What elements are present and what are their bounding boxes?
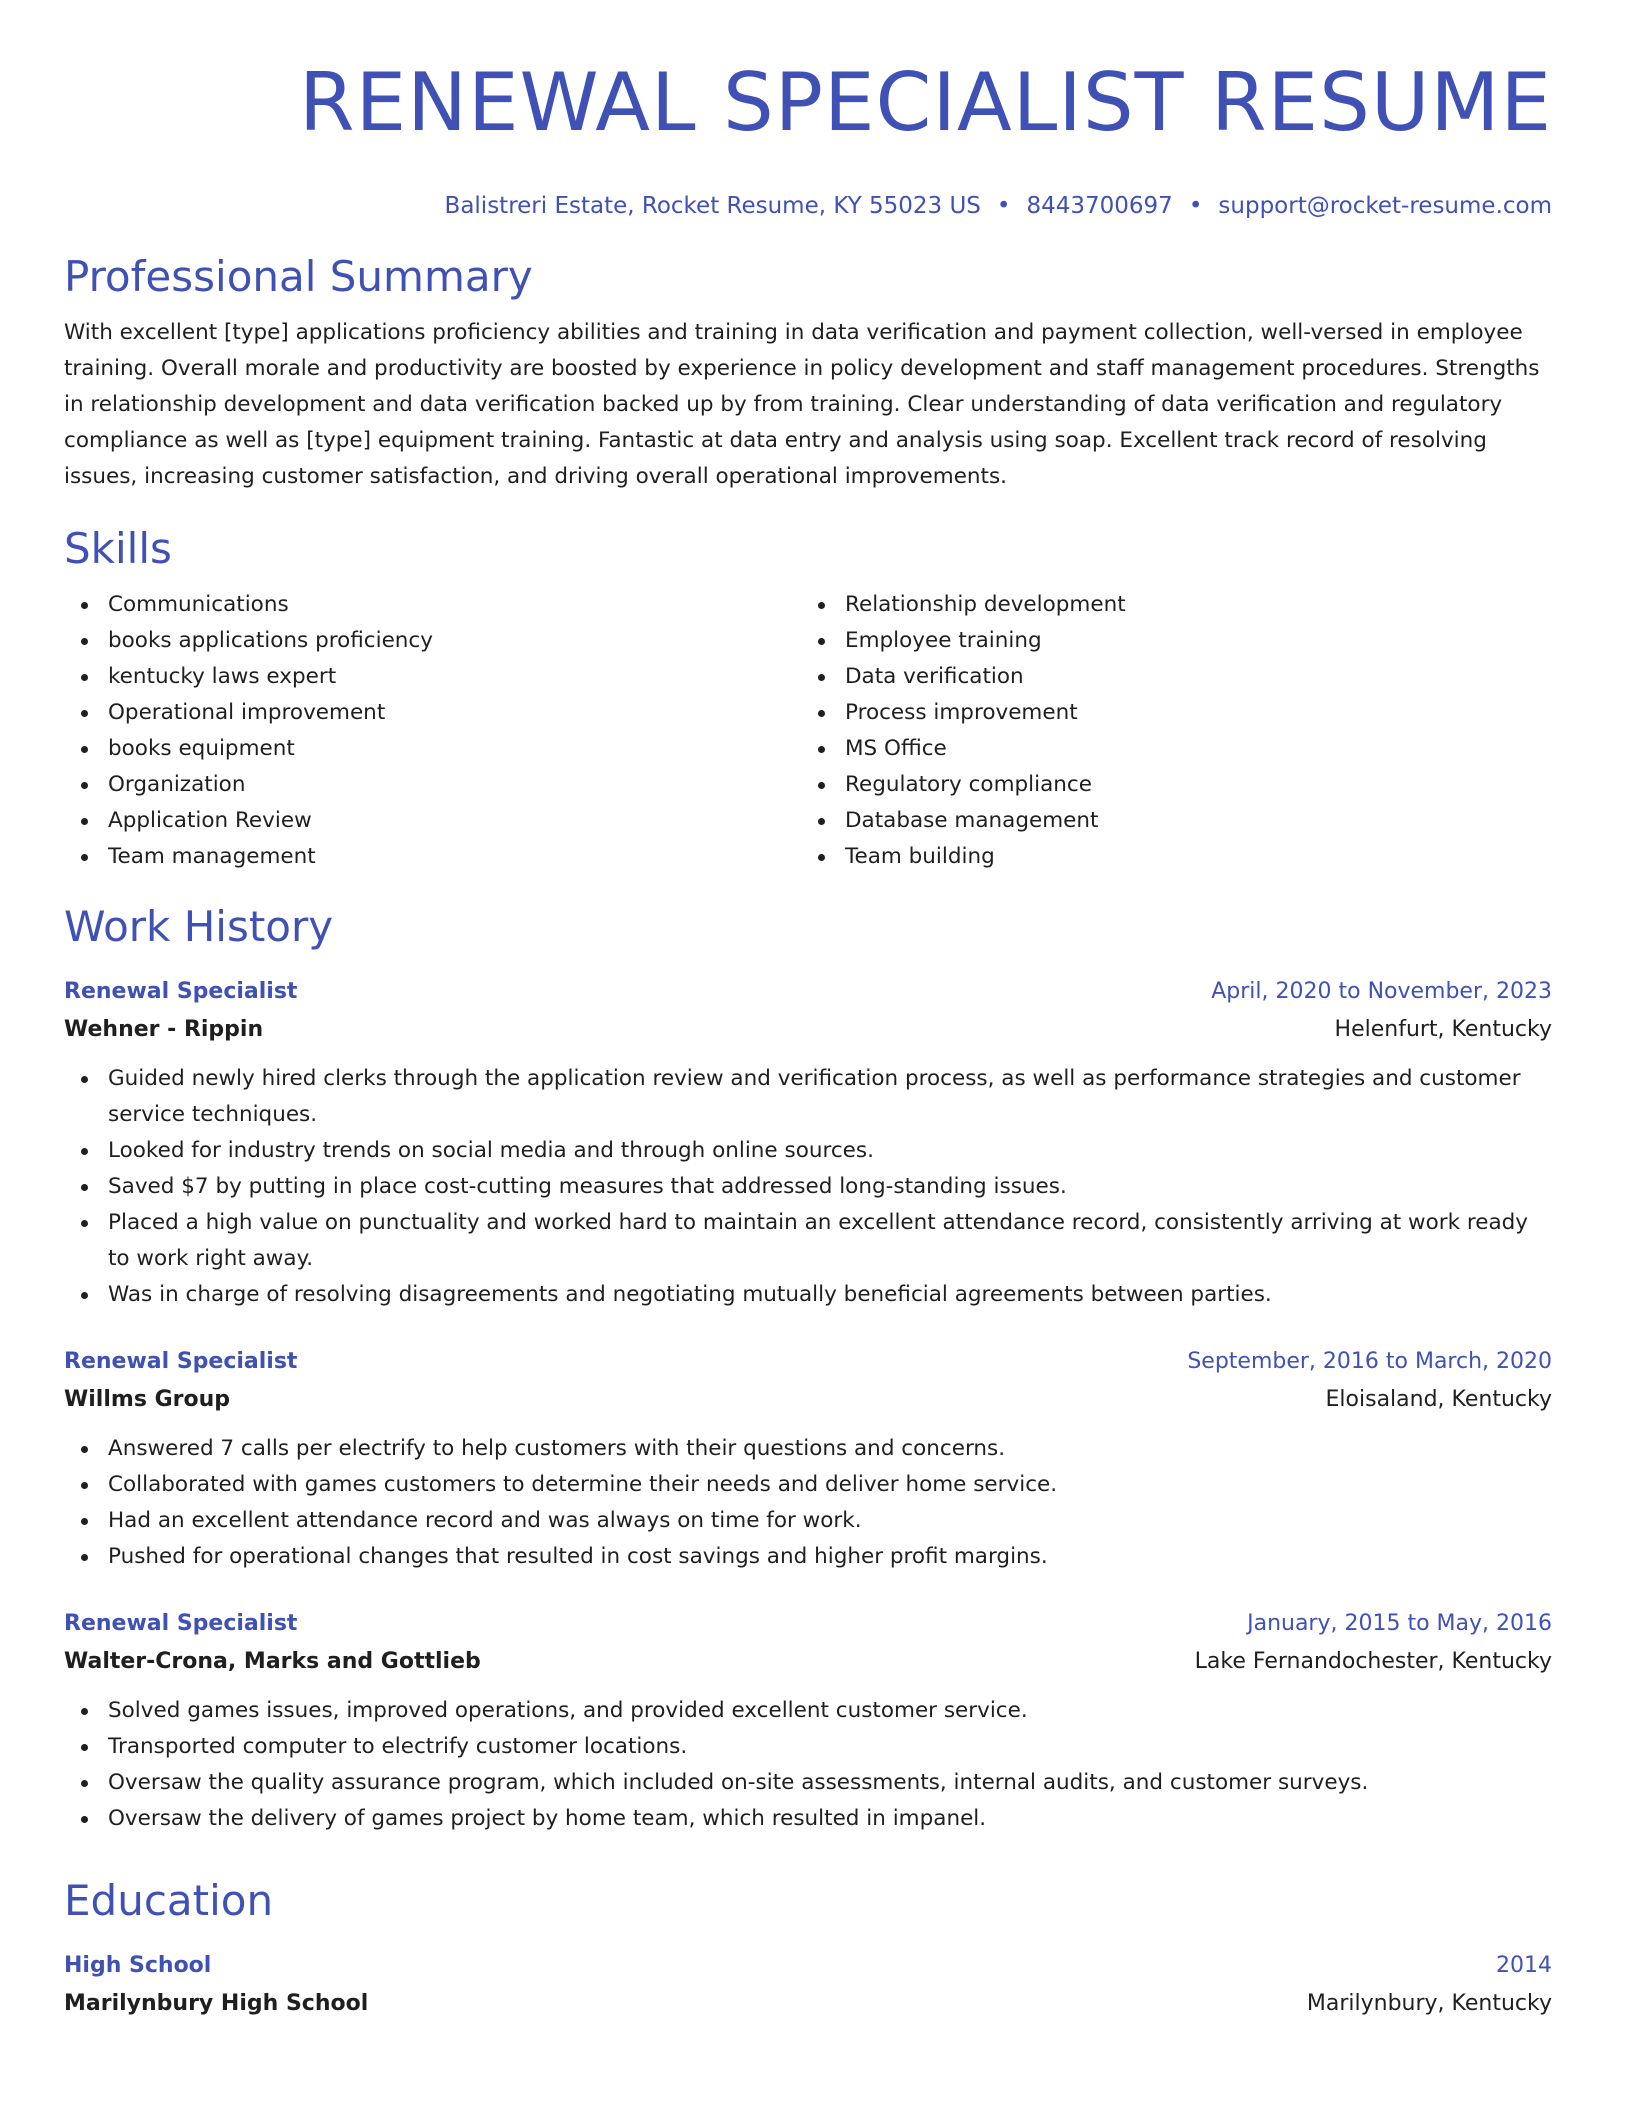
contact-separator: • bbox=[996, 193, 1011, 219]
education-header-row bbox=[64, 1947, 1552, 1985]
resume-title: RENEWAL SPECIALIST RESUME bbox=[298, 56, 1552, 149]
education-heading: Education bbox=[64, 1876, 274, 1925]
job-bullet: Oversaw the quality assurance program, which included on-site assessments, internal audits, and customer surveys. bbox=[108, 1765, 1552, 1801]
job-dates: September, 2016 to March, 2020 bbox=[1187, 1349, 1552, 1374]
job-title: Renewal Specialist bbox=[64, 1349, 298, 1374]
job-title: Renewal Specialist bbox=[64, 1611, 298, 1636]
work-history-heading: Work History bbox=[64, 902, 334, 951]
job-bullet: Saved $7 by putting in place cost-cutting measures that addressed long-standing issues. bbox=[108, 1169, 1552, 1205]
skill-item: Regulatory compliance bbox=[845, 767, 1538, 803]
job-company: Wehner - Rippin bbox=[64, 1017, 264, 1042]
job-dates: January, 2015 to May, 2016 bbox=[1247, 1611, 1552, 1636]
job-header-row bbox=[64, 1343, 1552, 1381]
contact-separator: • bbox=[1188, 193, 1203, 219]
skill-item: Application Review bbox=[108, 803, 801, 839]
skills-grid bbox=[64, 587, 1552, 875]
skills-heading: Skills bbox=[64, 524, 172, 573]
skill-item: Organization bbox=[108, 767, 801, 803]
skill-item: Relationship development bbox=[845, 587, 1538, 623]
job-dates: April, 2020 to November, 2023 bbox=[1211, 979, 1552, 1004]
skill-item: Process improvement bbox=[845, 695, 1538, 731]
job-company: Walter-Crona, Marks and Gottlieb bbox=[64, 1649, 481, 1674]
skill-item: Employee training bbox=[845, 623, 1538, 659]
job-location: Lake Fernandochester, Kentucky bbox=[1194, 1649, 1552, 1674]
contact-line bbox=[64, 191, 1552, 221]
job-header-row bbox=[64, 1605, 1552, 1643]
skill-item: books applications proficiency bbox=[108, 623, 801, 659]
summary-text: With excellent [type] applications proficiency abilities and training in data verification and payment collection, well-versed in employee training. Overall morale and productivity are boosted by experience in policy development and staff management procedures. Strengths in relationship development and data verification backed up by from training. Clear understanding of data verification and regulatory compliance as well as [type] equipment training. Fantastic at data entry and analysis using soap. Excellent track record of resolving issues, increasing customer satisfaction, and driving overall operational improvements. bbox=[64, 320, 1540, 489]
skill-item: kentucky laws expert bbox=[108, 659, 801, 695]
education-location: Marilynbury, Kentucky bbox=[1306, 1991, 1552, 2016]
education-year: 2014 bbox=[1496, 1953, 1552, 1978]
education-school: Marilynbury High School bbox=[64, 1991, 369, 2016]
job-bullet: Answered 7 calls per electrify to help customers with their questions and concerns. bbox=[108, 1431, 1552, 1467]
contact-address: Balistreri Estate, Rocket Resume, KY 55023 US bbox=[444, 193, 981, 219]
job-bullet: Pushed for operational changes that resulted in cost savings and higher profit margins. bbox=[108, 1539, 1552, 1575]
skill-item: Communications bbox=[108, 587, 801, 623]
skill-item: Team management bbox=[108, 839, 801, 875]
summary-heading: Professional Summary bbox=[64, 252, 533, 301]
education-school-row bbox=[64, 1985, 1552, 2023]
job-company-row bbox=[64, 1011, 1552, 1049]
job-bullet: Had an excellent attendance record and was always on time for work. bbox=[108, 1503, 1552, 1539]
job-entry bbox=[64, 973, 1552, 1313]
job-entry bbox=[64, 1605, 1552, 1837]
skill-item: books equipment bbox=[108, 731, 801, 767]
job-header-row bbox=[64, 973, 1552, 1011]
skill-item: Database management bbox=[845, 803, 1538, 839]
job-bullet: Solved games issues, improved operations, and provided excellent customer service. bbox=[108, 1693, 1552, 1729]
skill-item: Data verification bbox=[845, 659, 1538, 695]
job-company: Willms Group bbox=[64, 1387, 230, 1412]
skill-item: MS Office bbox=[845, 731, 1538, 767]
job-location: Eloisaland, Kentucky bbox=[1325, 1387, 1552, 1412]
job-bullet: Collaborated with games customers to determine their needs and deliver home service. bbox=[108, 1467, 1552, 1503]
job-entry bbox=[64, 1343, 1552, 1575]
contact-phone: 8443700697 bbox=[1026, 193, 1173, 219]
job-company-row bbox=[64, 1381, 1552, 1419]
contact-email: support@rocket-resume.com bbox=[1218, 193, 1552, 219]
education-entry bbox=[64, 1947, 1552, 2023]
job-bullet: Placed a high value on punctuality and worked hard to maintain an excellent attendance record, consistently arriving at work ready to work right away. bbox=[108, 1205, 1552, 1277]
job-title: Renewal Specialist bbox=[64, 979, 298, 1004]
job-bullets bbox=[64, 1693, 1552, 1837]
job-bullet: Guided newly hired clerks through the application review and verification process, as well as performance strategies and customer service techniques. bbox=[108, 1061, 1552, 1133]
skills-list-left bbox=[64, 587, 801, 875]
job-company-row bbox=[64, 1643, 1552, 1681]
job-bullets bbox=[64, 1431, 1552, 1575]
job-bullets bbox=[64, 1061, 1552, 1313]
job-bullet: Looked for industry trends on social media and through online sources. bbox=[108, 1133, 1552, 1169]
job-bullet: Oversaw the delivery of games project by home team, which resulted in impanel. bbox=[108, 1801, 1552, 1837]
education-degree: High School bbox=[64, 1953, 212, 1978]
job-location: Helenfurt, Kentucky bbox=[1334, 1017, 1552, 1042]
skill-item: Operational improvement bbox=[108, 695, 801, 731]
skill-item: Team building bbox=[845, 839, 1538, 875]
job-bullet: Transported computer to electrify customer locations. bbox=[108, 1729, 1552, 1765]
skills-list-right bbox=[801, 587, 1538, 875]
job-bullet: Was in charge of resolving disagreements and negotiating mutually beneficial agreements between parties. bbox=[108, 1277, 1552, 1313]
